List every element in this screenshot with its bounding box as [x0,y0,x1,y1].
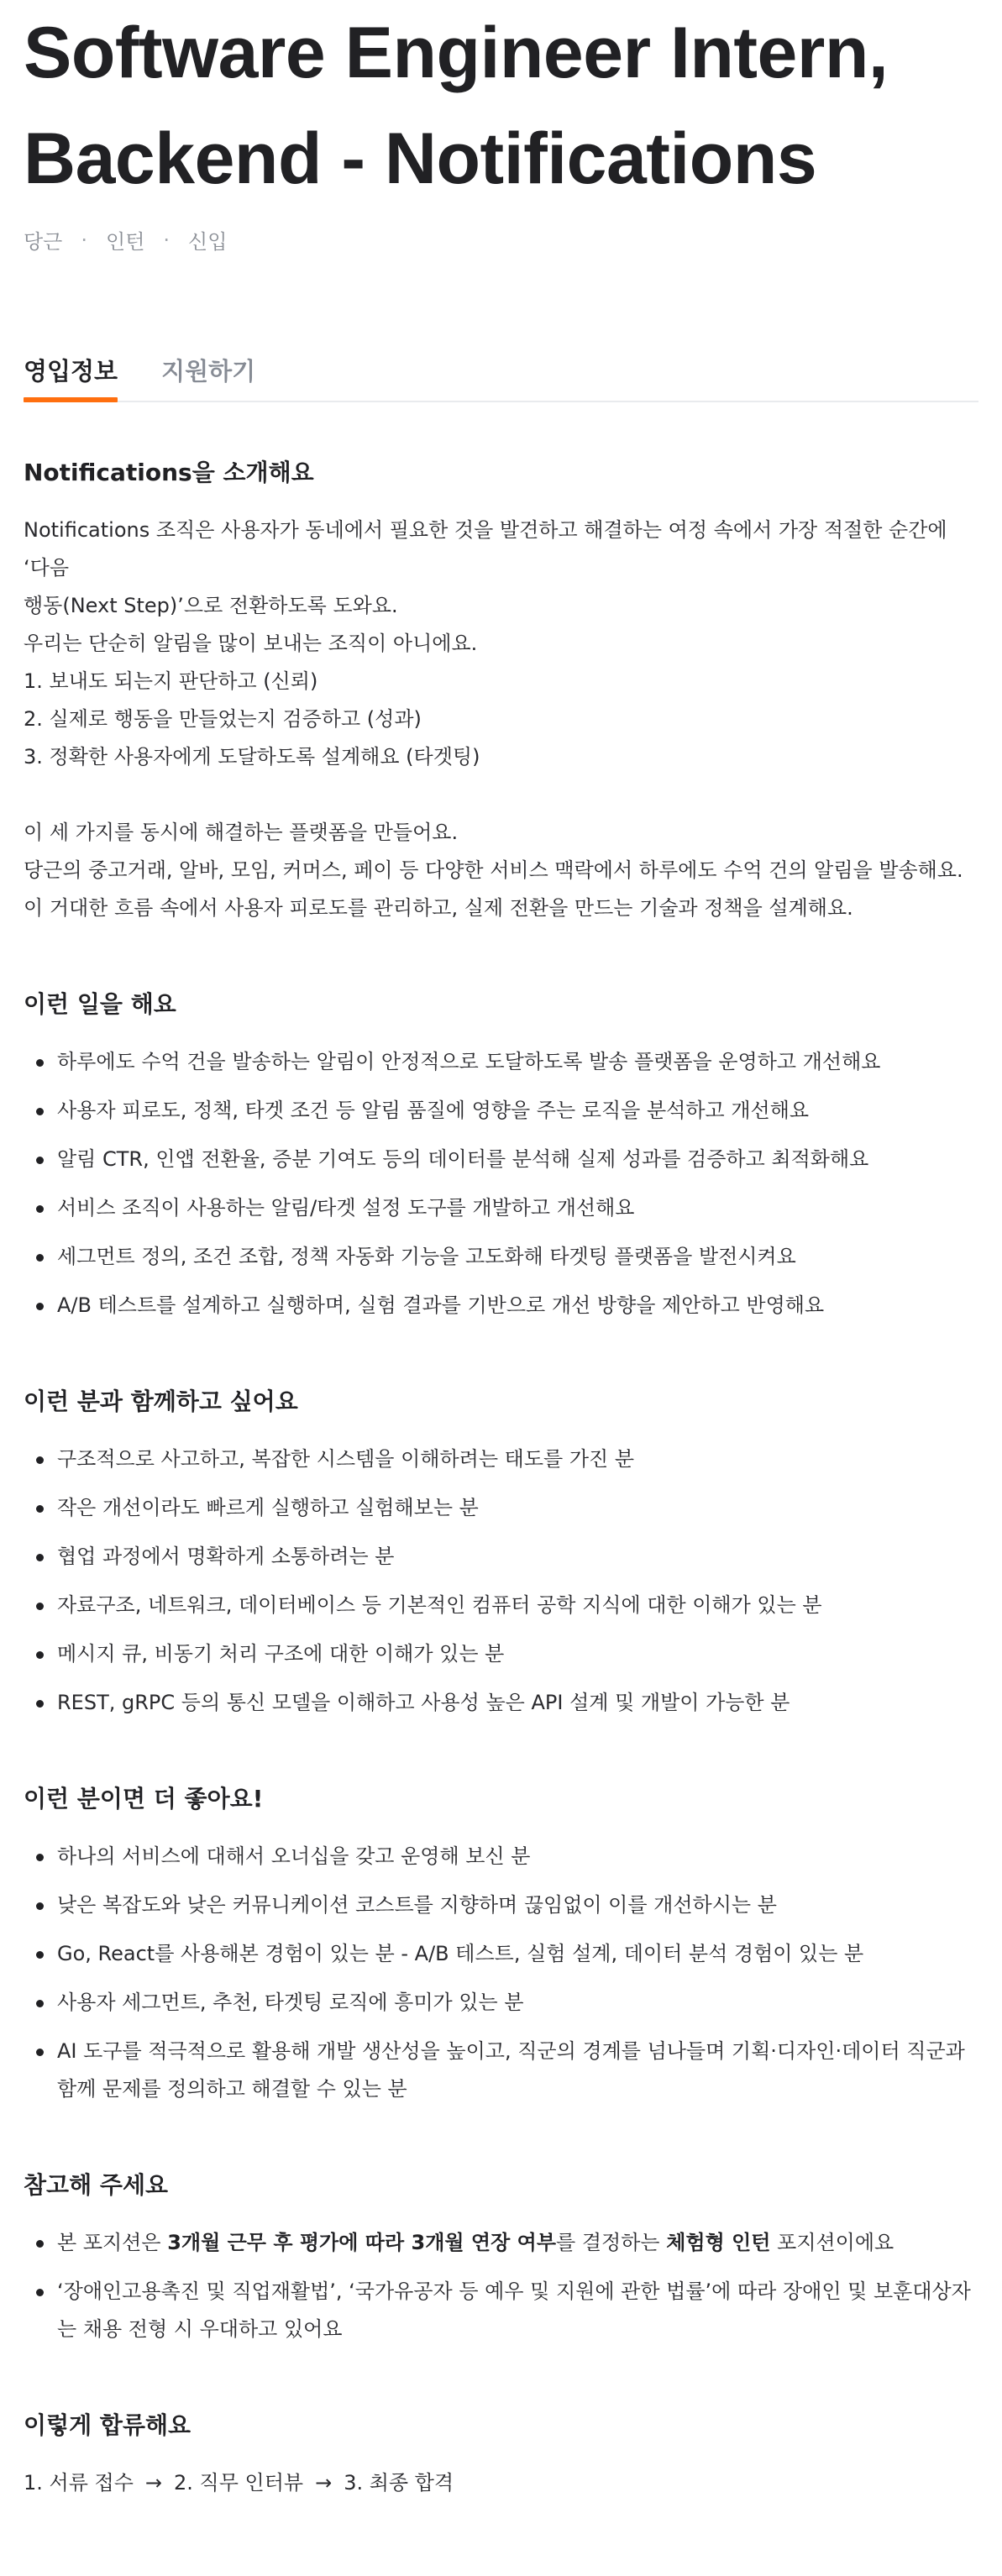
intro-line: 당근의 중고거래, 알바, 모임, 커머스, 페이 등 다양한 서비스 맥락에서 하루에도 수억 건의 알림을 발송해요. [24,858,963,882]
section-title-preferred: 이런 분이면 더 좋아요! [24,1785,264,1813]
intro-line: 이 거대한 흐름 속에서 사용자 피로도를 관리하고, 실제 전환을 만드는 기술과 정책을 설계해요. [24,896,853,920]
intro-line: Notifications 조직은 사용자가 동네에서 필요한 것을 발견하고 해결하는 여정 속에서 가장 적절한 순간에 ‘다음 [24,518,947,580]
section-work [24,988,978,1325]
job-title-line-1: Software Engineer Intern, [24,13,889,93]
intro-line: 우리는 단순히 알림을 많이 보내는 조직이 아니에요. [24,632,478,655]
note-text: 본 포지션은 [57,2231,168,2254]
list-item: 사용자 피로도, 정책, 타겟 조건 등 알림 품질에 영향을 주는 로직을 분석하고 개선해요 [24,1092,978,1130]
section-wanted [24,1385,978,1722]
section-preferred [24,1782,978,2108]
section-process [24,2409,978,2502]
tab-bar [24,354,978,402]
process-step: 3. 최종 합격 [344,2471,454,2495]
section-notes [24,2169,978,2348]
process-step: 2. 직무 인터뷰 [174,2471,304,2495]
list-item: 낮은 복잡도와 낮은 커뮤니케이션 코스트를 지향하며 끊임없이 이를 개선하시는 분 [24,1886,978,1924]
list-item: REST, gRPC 등의 통신 모델을 이해하고 사용성 높은 API 설계 및 개발이 가능한 분 [24,1684,978,1722]
note-text: 포지션이에요 [770,2231,894,2254]
list-item: 메시지 큐, 비동기 처리 구조에 대한 이해가 있는 분 [24,1635,978,1673]
list-item: AI 도구를 적극적으로 활용해 개발 생산성을 높이고, 직군의 경계를 넘나들며 기획·디자인·데이터 직군과 함께 문제를 정의하고 해결할 수 있는 분 [24,2033,978,2108]
work-list [24,1043,978,1325]
intro-line: 이 세 가지를 동시에 해결하는 플랫폼을 만들어요. [24,821,459,844]
list-item [24,2224,978,2262]
spacer [24,776,978,814]
process-steps [24,2464,978,2502]
list-item: 알림 CTR, 인앱 전환율, 증분 기여도 등의 데이터를 분석해 실제 성과를 검증하고 최적화해요 [24,1141,978,1178]
list-item: 작은 개선이라도 빠르게 실행하고 실험해보는 분 [24,1489,978,1527]
section-title-notes: 참고해 주세요 [24,2171,169,2199]
tab-job-info[interactable]: 영입정보 [24,354,118,401]
section-title-intro: Notifications을 소개해요 [24,459,314,486]
job-title-line-2: Backend - Notifications [24,118,817,199]
note-emphasis: 3개월 근무 후 평가에 따라 3개월 연장 여부 [167,2231,557,2254]
wanted-list [24,1440,978,1722]
meta-company: 당근 [24,230,63,254]
job-title [24,0,978,212]
intro-line: 행동(Next Step)’으로 전환하도록 도와요. [24,594,398,617]
meta-separator: · [81,228,88,252]
list-item: 하루에도 수억 건을 발송하는 알림이 안정적으로 도달하도록 발송 플랫폼을 운영하고 개선해요 [24,1043,978,1081]
list-item: 사용자 세그먼트, 추천, 타겟팅 로직에 흥미가 있는 분 [24,1984,978,2022]
arrow-right-icon: → [144,2471,163,2495]
list-item: 하나의 서비스에 대해서 오너십을 갖고 운영해 보신 분 [24,1838,978,1876]
list-item: ‘장애인고용촉진 및 직업재활법’, ‘국가유공자 등 예우 및 지원에 관한 법률’에 따라 장애인 및 보훈대상자는 채용 전형 시 우대하고 있어요 [24,2273,978,2348]
intro-line: 3. 정확한 사용자에게 도달하도록 설계해요 (타겟팅) [24,745,480,769]
note-emphasis: 체험형 인턴 [666,2231,771,2254]
notes-list [24,2224,978,2348]
list-item: 자료구조, 네트워크, 데이터베이스 등 기본적인 컴퓨터 공학 지식에 대한 이해가 있는 분 [24,1587,978,1624]
list-item: A/B 테스트를 설계하고 실행하며, 실험 결과를 기반으로 개선 방향을 제안하고 반영해요 [24,1287,978,1325]
section-title-wanted: 이런 분과 함께하고 싶어요 [24,1388,298,1415]
section-title-process: 이렇게 합류해요 [24,2411,191,2439]
list-item: 구조적으로 사고하고, 복잡한 시스템을 이해하려는 태도를 가진 분 [24,1440,978,1478]
section-title-work: 이런 일을 해요 [24,990,176,1018]
intro-line: 1. 보내도 되는지 판단하고 (신뢰) [24,669,318,693]
preferred-list [24,1838,978,2108]
list-item: 협업 과정에서 명확하게 소통하려는 분 [24,1538,978,1576]
meta-career-level: 신입 [188,230,228,254]
list-item: Go, React를 사용해본 경험이 있는 분 - A/B 테스트, 실험 설계, 데이터 분석 경험이 있는 분 [24,1935,978,1973]
list-item: 서비스 조직이 사용하는 알림/타겟 설정 도구를 개발하고 개선해요 [24,1189,978,1227]
meta-separator: · [163,228,170,252]
arrow-right-icon: → [315,2471,333,2495]
section-intro [24,456,978,927]
note-text: 를 결정하는 [556,2231,667,2254]
list-item: 세그먼트 정의, 조건 조합, 정책 자동화 기능을 고도화해 타겟팅 플랫폼을 발전시켜요 [24,1238,978,1276]
tab-apply[interactable]: 지원하기 [161,357,256,386]
intro-line: 2. 실제로 행동을 만들었는지 검증하고 (성과) [24,707,422,731]
process-step: 1. 서류 접수 [24,2471,134,2495]
meta-employment-type: 인턴 [106,230,145,254]
job-meta [24,225,978,254]
